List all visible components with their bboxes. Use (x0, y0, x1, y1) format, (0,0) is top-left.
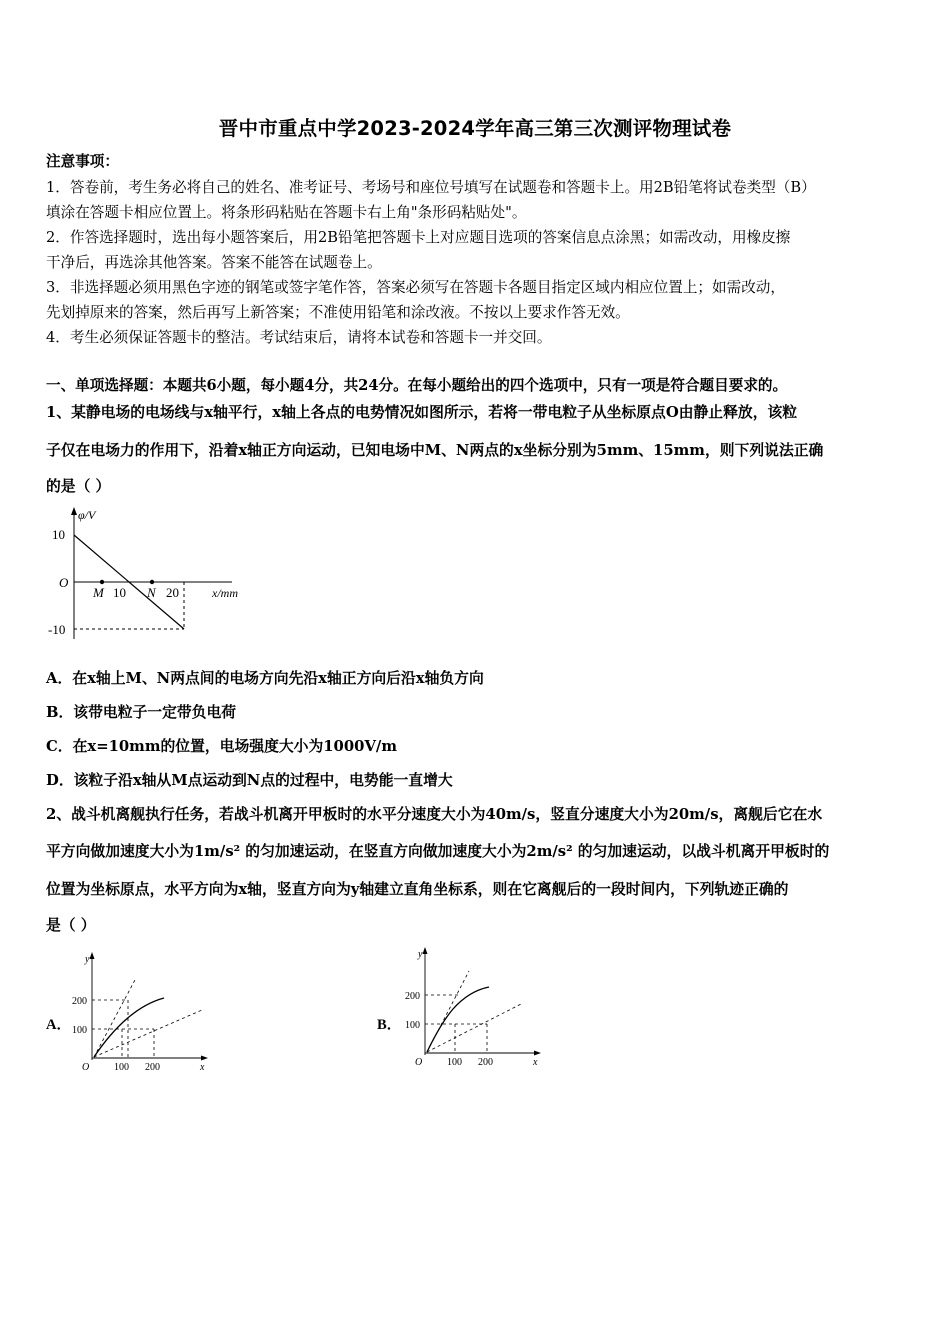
option-a-label: A． (46, 1017, 72, 1033)
y-tick-label: -10 (48, 622, 66, 637)
notice-heading: 注意事项： (46, 153, 119, 170)
origin-label: O (59, 575, 69, 590)
y-tick-label: 100 (72, 1025, 87, 1036)
y-axis-label: φ/V (78, 508, 96, 522)
x-axis-label: x/mm (212, 586, 238, 600)
option-d: D．该粒子沿x轴从M点运动到N点的过程中，电势能一直增大 (46, 772, 453, 789)
notice-line: 2．作答选择题时，选出每小题答案后，用2B铅笔把答题卡上对应题目选项的答案信息点涂黑；如需改动，用橡皮擦 (46, 229, 791, 246)
y-axis-label: y (85, 954, 90, 965)
question-2-stem-line: 平方向做加速度大小为1m/s² 的匀加速运动，在竖直方向做加速度大小为2m/s² 的匀加速运动，以战斗机离开甲板时的 (46, 843, 830, 860)
page-title: 晋中市重点中学2023-2024学年高三第三次测评物理试卷 (218, 117, 732, 140)
point-label-m: M (93, 585, 104, 600)
origin-label: O (82, 1062, 90, 1073)
option-c: C．在x=10mm的位置，电场强度大小为1000V/m (46, 738, 397, 755)
y-axis-label: y (418, 949, 423, 960)
option-a: A．在x轴上M、N两点间的电场方向先沿x轴正方向后沿x轴负方向 (46, 670, 484, 687)
x-tick-label: 200 (478, 1057, 493, 1068)
x-tick-label: 10 (113, 585, 126, 600)
question-2-stem-line: 位置为坐标原点，水平方向为x轴，竖直方向为y轴建立直角坐标系，则在它离舰后的一段时间内，下列轨迹正确的 (46, 881, 789, 898)
option-b-trajectory-graph (405, 945, 545, 1070)
question-2-stem-line: 是（ ） (46, 917, 96, 934)
notice-line: 4．考生必须保证答题卡的整洁。考试结束后，请将本试卷和答题卡一并交回。 (46, 329, 552, 346)
x-tick-label: 200 (145, 1062, 160, 1073)
y-tick-label: 200 (405, 991, 420, 1002)
y-tick-label: 100 (405, 1020, 420, 1031)
y-tick-label: 10 (52, 527, 65, 542)
section-heading: 一、单项选择题：本题共6小题，每小题4分，共24分。在每小题给出的四个选项中，只有一项是符合题目要求的。 (46, 377, 788, 394)
option-b-label: B． (377, 1017, 402, 1033)
question-1-potential-graph (46, 505, 266, 645)
option-a-trajectory-graph (72, 950, 212, 1075)
notice-line: 干净后，再选涂其他答案。答案不能答在试题卷上。 (46, 254, 382, 271)
x-tick-label: 100 (447, 1057, 462, 1068)
notice-line: 先划掉原来的答案，然后再写上新答案；不准使用铅笔和涂改液。不按以上要求作答无效。 (46, 304, 630, 321)
x-axis-label: x (200, 1062, 205, 1073)
x-tick-label: 100 (114, 1062, 129, 1073)
option-b: B．该带电粒子一定带负电荷 (46, 704, 237, 721)
question-1-stem-line: 的是（ ） (46, 478, 111, 495)
notice-line: 1．答卷前，考生务必将自己的姓名、准考证号、考场号和座位号填写在试题卷和答题卡上。用2B铅笔将试卷类型（B） (46, 179, 816, 196)
notice-line: 3．非选择题必须用黑色字迹的钢笔或签字笔作答，答案必须写在答题卡各题目指定区域内相应位置上；如需改动， (46, 279, 785, 296)
x-axis-label: x (533, 1057, 538, 1068)
y-tick-label: 200 (72, 996, 87, 1007)
x-tick-label: 20 (166, 585, 179, 600)
origin-label: O (415, 1057, 423, 1068)
point-label-n: N (147, 585, 156, 600)
question-1-stem-line: 子仅在电场力的作用下，沿着x轴正方向运动，已知电场中M、N两点的x坐标分别为5mm、15mm，则下列说法正确 (46, 442, 824, 459)
question-1-stem-line: 1、某静电场的电场线与x轴平行，x轴上各点的电势情况如图所示，若将一带电粒子从坐标原点O由静止释放，该粒 (46, 404, 798, 421)
question-2-stem-line: 2、战斗机离舰执行任务，若战斗机离开甲板时的水平分速度大小为40m/s，竖直分速度大小为20m/s，离舰后它在水 (46, 806, 823, 823)
notice-line: 填涂在答题卡相应位置上。将条形码粘贴在答题卡右上角"条形码粘贴处"。 (46, 204, 527, 221)
